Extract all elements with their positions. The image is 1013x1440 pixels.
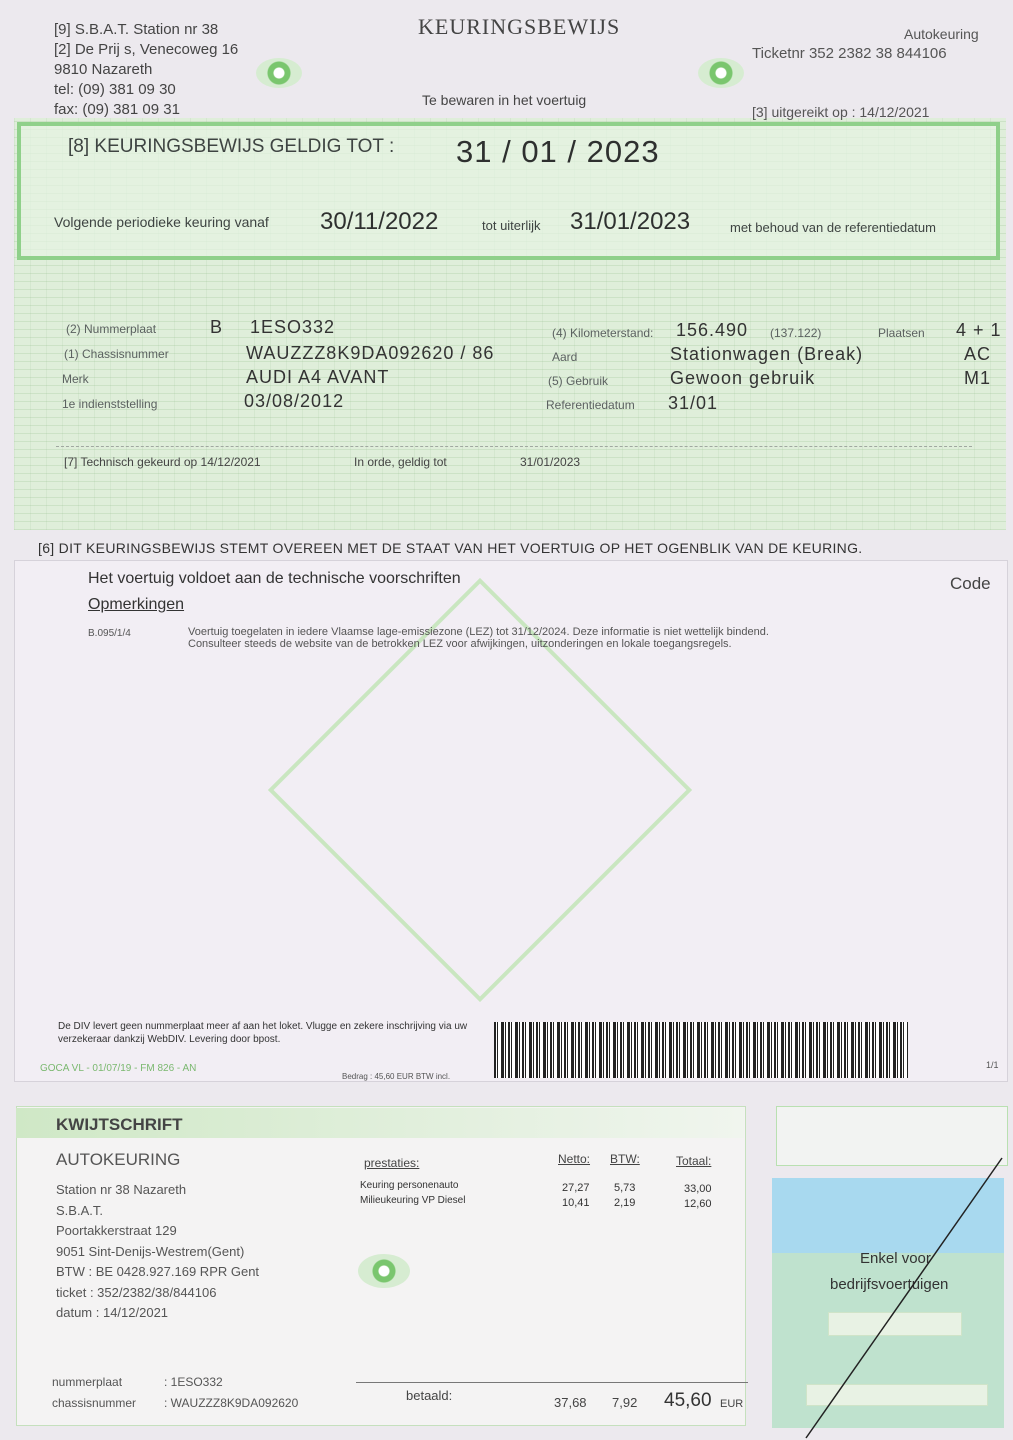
in-order-label: In orde, geldig tot: [354, 455, 447, 469]
chassis-value: WAUZZZ8K9DA092620 / 86: [246, 343, 495, 363]
col-vat: BTW:: [610, 1152, 640, 1166]
receipt-date: datum : 14/12/2021: [56, 1305, 169, 1320]
remark-text: Voertuig toegelaten in iedere Vlaamse lage-emissiezone (LEZ) tot 31/12/2024. Deze informatie is niet wettelijk bindend. Consulteer steeds de website van de betrokken LEZ voor afwijkingen, uitzonderingen en lokale toegangsregels.: [188, 626, 769, 650]
row-total: 33,00: [684, 1183, 712, 1195]
use-label: (5) Gebruik: [548, 374, 609, 388]
receipt-company: AUTOKEURING: [56, 1150, 181, 1169]
receipt-btw: BTW : BE 0428.927.169 RPR Gent: [56, 1264, 260, 1279]
cross-out-line: [772, 1150, 1012, 1440]
receipt-addr1: Station nr 38 Nazareth: [56, 1182, 187, 1197]
km-value: 156.490: [676, 320, 749, 340]
total-line: [356, 1382, 748, 1383]
barcode: [494, 1022, 908, 1078]
amount-incl: Bedrag : 45,60 EUR BTW incl.: [342, 1072, 451, 1081]
row-net: 10,41: [562, 1197, 590, 1209]
paid-total: 45,60: [664, 1390, 712, 1411]
col-services: prestaties:: [364, 1156, 420, 1170]
remarks-label: Opmerkingen: [88, 596, 185, 613]
reference-value: 31/01: [668, 393, 719, 413]
separator-line: [56, 446, 972, 447]
station-line3: 9810 Nazareth: [54, 61, 153, 78]
form-id: GOCA VL - 01/07/19 - FM 826 - AN: [40, 1063, 197, 1074]
use-code: M1: [964, 368, 992, 388]
row-service: Milieukeuring VP Diesel: [360, 1195, 466, 1206]
use-value: Gewoon gebruik: [670, 368, 816, 388]
page-number: 1/1: [986, 1060, 999, 1070]
receipt-ticket: ticket : 352/2382/38/844106: [56, 1284, 217, 1300]
document-title: KEURINGSBEWIJS: [418, 14, 621, 39]
receipt-chassis: : WAUZZZ8K9DA092620: [164, 1396, 299, 1410]
chassis-label: (1) Chassisnummer: [64, 347, 169, 361]
receipt-addr2: S.B.A.T.: [56, 1202, 103, 1218]
next-inspection-to: 31/01/2023: [570, 208, 691, 235]
station-line2: [2] De Prij s, Venecoweg 16: [54, 41, 239, 58]
paid-net: 37,68: [554, 1395, 587, 1410]
paid-label: betaald:: [406, 1388, 453, 1403]
first-use-label: 1e indienststelling: [62, 397, 158, 411]
code-label: Code: [950, 574, 991, 593]
type-label: Aard: [552, 350, 578, 364]
table-row: [360, 1195, 465, 1206]
type-code: AC: [964, 344, 992, 364]
remark-code: B.095/1/4: [88, 628, 131, 639]
validity-date: 31 / 01 / 2023: [456, 134, 660, 169]
row-vat: 2,19: [614, 1197, 636, 1209]
next-inspection-mid: tot uiterlijk: [482, 218, 541, 233]
plate-label: (2) Nummerplaat: [66, 322, 157, 336]
row-service: Keuring personenauto: [360, 1180, 459, 1191]
next-inspection-from: 30/11/2022: [320, 208, 439, 235]
technical-check: [7] Technisch gekeurd op 14/12/2021: [64, 455, 261, 469]
receipt-title: KWIJTSCHRIFT: [56, 1115, 183, 1134]
table-row: [360, 1180, 458, 1191]
issued-date: [3] uitgereikt op : 14/12/2021: [752, 104, 930, 120]
receipt-addr4: 9051 Sint-Denijs-Westrem(Gent): [56, 1243, 245, 1259]
make-label: Merk: [62, 372, 89, 386]
receipt-addr3: Poortakkerstraat 129: [56, 1223, 177, 1238]
row-total: 12,60: [684, 1198, 712, 1210]
first-use-value: 03/08/2012: [244, 391, 345, 411]
validity-label: [8] KEURINGSBEWIJS GELDIG TOT :: [68, 136, 395, 157]
div-note: De DIV levert geen nummerplaat meer af aan het loket. Vlugge en zekere inschrijving via uw verzekeraar dankzij WebDIV. Levering door bpost.: [58, 1021, 468, 1045]
receipt-plate: : 1ESO332: [164, 1375, 223, 1389]
station-line1: [9] S.B.A.T. Station nr 38: [54, 21, 219, 38]
paid-vat: 7,92: [612, 1395, 638, 1410]
eye-logo-icon: [698, 58, 744, 88]
plate-country: B: [210, 317, 224, 337]
receipt-chassis-label: chassisnummer: [52, 1396, 137, 1410]
station-fax: fax: (09) 381 09 31: [54, 101, 180, 118]
conformity-statement: [6] DIT KEURINGSBEWIJS STEMT OVEREEN MET DE STAAT VAN HET VOERTUIG OP HET OGENBLIK VAN DE KEURING.: [38, 540, 863, 556]
row-vat: 5,73: [614, 1182, 636, 1194]
ticket-number: Ticketnr 352 2382 38 844106: [752, 45, 947, 62]
result-heading: Het voertuig voldoet aan de technische voorschriften: [88, 570, 461, 587]
type-value: Stationwagen (Break): [670, 344, 864, 364]
receipt-plate-label: nummerplaat: [52, 1375, 123, 1389]
km-previous: (137.122): [770, 326, 822, 340]
seats-label: Plaatsen: [878, 326, 925, 340]
document-subtitle: Te bewaren in het voertuig: [422, 92, 587, 108]
eye-logo-icon: [358, 1254, 410, 1288]
next-inspection-prefix: Volgende periodieke keuring vanaf: [54, 214, 269, 230]
org-name: Autokeuring: [904, 26, 979, 42]
reference-label: Referentiedatum: [546, 398, 635, 412]
make-value: AUDI A4 AVANT: [246, 367, 390, 387]
next-inspection-suffix: met behoud van de referentiedatum: [730, 220, 936, 235]
station-tel: tel: (09) 381 09 30: [54, 81, 176, 98]
col-total: Totaal:: [676, 1154, 712, 1168]
side-line2: bedrijfsvoertuigen: [830, 1276, 949, 1293]
station-address: [54, 20, 238, 120]
plate-value: 1ESO332: [250, 317, 336, 337]
paid-currency: EUR: [720, 1398, 744, 1410]
km-label: (4) Kilometerstand:: [552, 326, 654, 340]
col-net: Netto:: [558, 1152, 591, 1166]
in-order-date: 31/01/2023: [520, 455, 581, 469]
eye-logo-icon: [256, 58, 302, 88]
row-net: 27,27: [562, 1182, 590, 1194]
receipt-address: [56, 1180, 259, 1324]
seats-value: 4 + 1: [956, 320, 1002, 340]
side-line1: Enkel voor: [860, 1250, 931, 1267]
